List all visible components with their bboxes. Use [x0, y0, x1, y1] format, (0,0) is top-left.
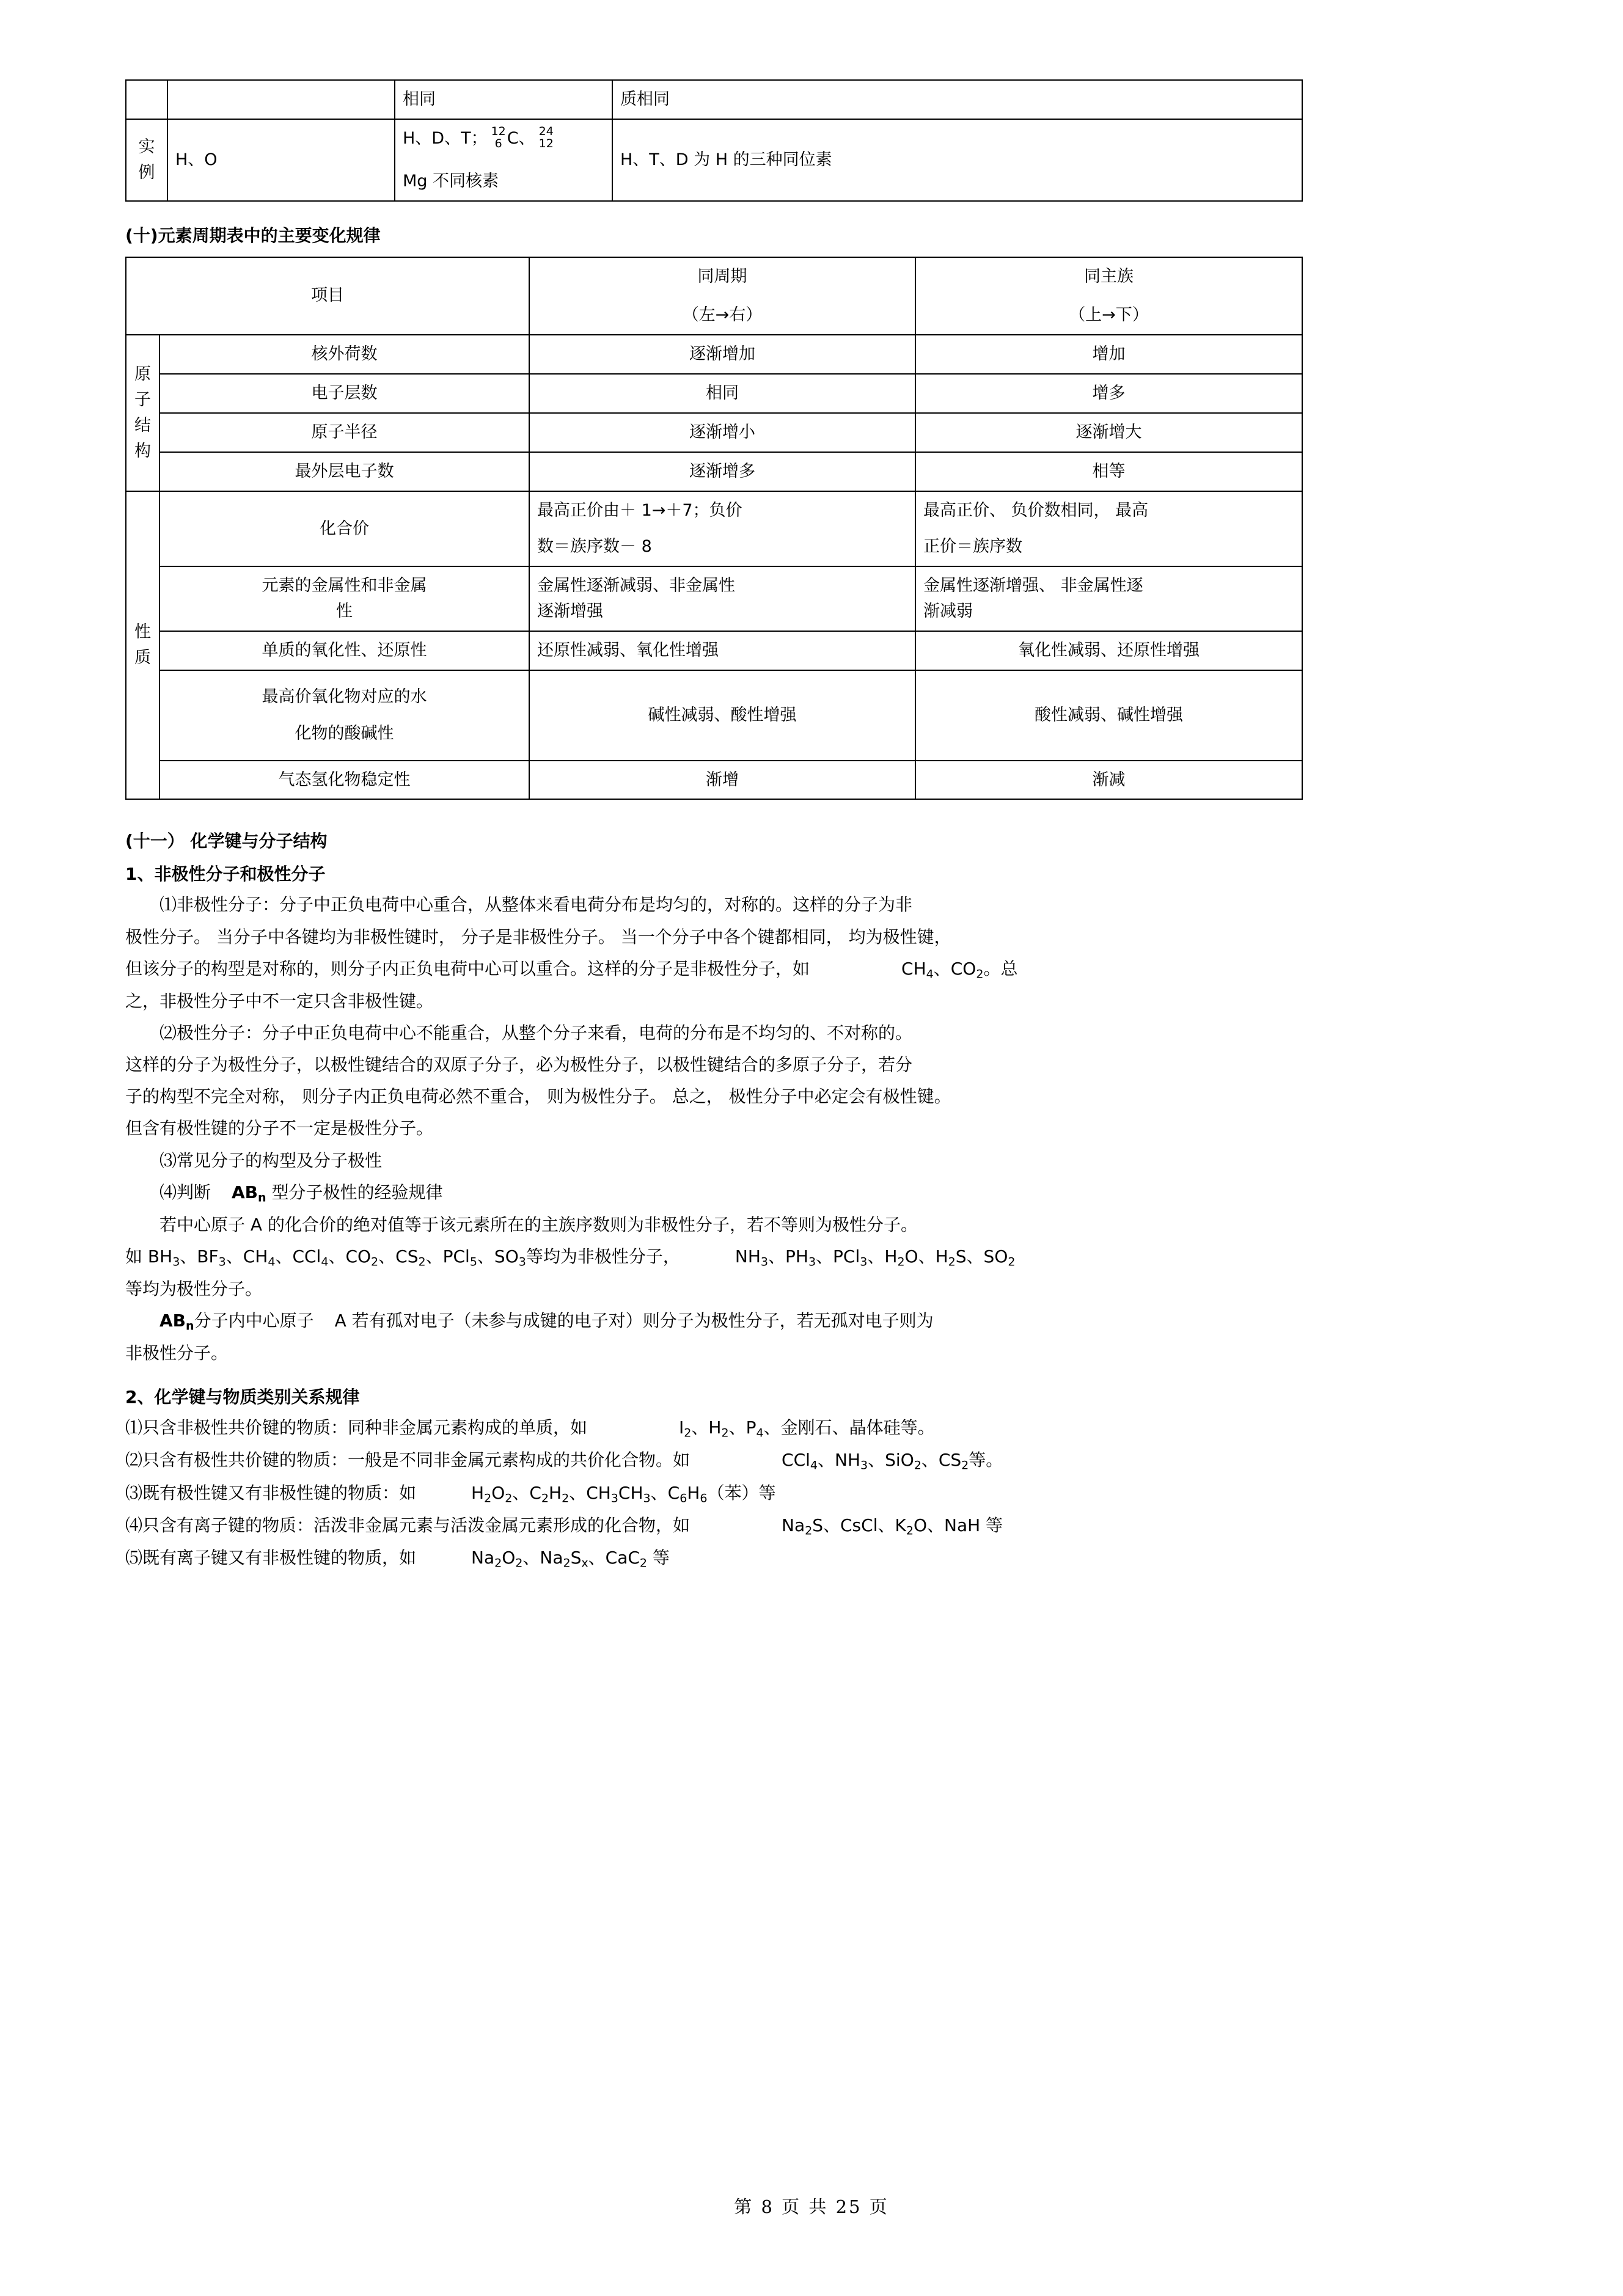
- table-row: [126, 335, 1302, 374]
- valence-period-l1: 最高正价由＋ 1→＋7；负价: [537, 500, 742, 520]
- valence-period-l2: 数＝族序数－ 8: [537, 537, 652, 557]
- nuclide-line-gap: [403, 152, 604, 169]
- nuclide-c-numbers: [491, 126, 506, 150]
- structure-char-4: 构: [134, 441, 151, 461]
- metallic-item-l1: 元素的金属性和非金属: [262, 576, 427, 596]
- table-row: [126, 631, 1302, 670]
- valence-group-l1: 最高正价、 负价数相同， 最高: [923, 500, 1149, 520]
- section-11-heading: (十一） 化学键与分子结构: [125, 831, 328, 852]
- isotope-cell-nuclides: [395, 119, 612, 201]
- table-row: [126, 670, 1302, 761]
- table-row: [126, 374, 1302, 413]
- table-row: [126, 566, 1302, 631]
- isotope-header-blank1: [126, 80, 167, 119]
- property-char-1: 性: [134, 623, 151, 642]
- list-item-text: ⑴只含非极性共价键的物质：同种非金属元素构成的单质，如: [125, 1417, 588, 1438]
- metallic-group-l1: 金属性逐渐增强、 非金属性逐: [923, 576, 1143, 596]
- list-item-formula: $Na_2O_2$、$Na_2S_x$、CaC$_2$ 等: [471, 1547, 670, 1570]
- trends-group-property: [126, 491, 159, 800]
- metallic-item-l2: 性: [336, 602, 353, 621]
- atomic-number-mg: 12: [538, 137, 554, 151]
- paragraph-common-shapes: ⑶常见分子的构型及分子极性: [159, 1150, 383, 1171]
- isotope-header-blank2: [167, 80, 395, 119]
- trends-item: 电子层数: [159, 374, 529, 413]
- metallic-group-l2: 渐减弱: [923, 602, 973, 621]
- group-label-line2: （上→下）: [1069, 305, 1149, 325]
- structure-char-2: 子: [134, 390, 151, 410]
- trends-item: 气态氢化物稳定性: [159, 761, 529, 800]
- nuclide-hdt: H、D、T；: [403, 128, 488, 148]
- paragraph-lone-pair: $AB_n$分子内中心原子 A 若有孤对电子（未参与成键的电子对）则分子为极性分子，若无孤对电子则为: [159, 1311, 934, 1333]
- paragraph-polar-b: 这样的分子为极性分子，以极性键结合的双原子分子，必为极性分子，以极性键结合的多原子分子，若分: [125, 1055, 913, 1075]
- list-item-text: ⑸既有离子键又有非极性键的物质，如: [125, 1547, 417, 1568]
- trends-item: 化合价: [159, 491, 529, 567]
- atomic-number-c: 6: [494, 137, 502, 151]
- trends-item: 核外荷数: [159, 335, 529, 374]
- trends-group-value: 相等: [915, 452, 1302, 491]
- list-item-text: ⑵只含有极性共价键的物质：一般是不同非金属元素构成的共价化合物。如: [125, 1450, 691, 1471]
- paragraph-lone-pair-tail: 非极性分子。: [125, 1343, 229, 1364]
- list-item: [125, 1479, 1305, 1508]
- paragraph-polar-a: ⑵极性分子：分子中正负电荷中心不能重合，从整个分子来看，电荷的分布是不均匀的、不对称的。: [159, 1022, 913, 1043]
- formula-list-polar: $NH_3$、$PH_3$、PCl$_3$、$H_2O$、$H_2S$、$SO_2$: [735, 1246, 1016, 1269]
- trends-group-structure: [126, 335, 159, 491]
- paragraph-nonpolar-c: [125, 954, 1305, 984]
- formula-list-nonpolar: $BH_3$、$BF_3$、$CH_4$、CCl$_4$、$CO_2$、$CS_2$、PCl$_5$、$SO_3$: [147, 1246, 526, 1269]
- paragraph-polar-d: 但含有极性键的分子不一定是极性分子。: [125, 1118, 434, 1139]
- trends-header-period: [529, 257, 915, 335]
- metallic-period-l2: 逐渐增强: [537, 602, 603, 621]
- trends-item: 原子半径: [159, 413, 529, 452]
- mass-number-mg: 24: [538, 125, 554, 139]
- trends-period-value: [529, 491, 915, 567]
- trends-item: [159, 566, 529, 631]
- trends-group-value: 氧化性减弱、还原性增强: [915, 631, 1302, 670]
- trends-group-value: [915, 566, 1302, 631]
- table-row: [126, 452, 1302, 491]
- trends-period-value: 渐增: [529, 761, 915, 800]
- table-row: [126, 119, 1302, 201]
- mass-number-c: 12: [491, 125, 506, 139]
- trends-group-value: 逐渐增大: [915, 413, 1302, 452]
- formula-abn-1: $AB_n$: [232, 1182, 266, 1204]
- trends-group-value: 增加: [915, 335, 1302, 374]
- paragraph-formula-tail: 等均为极性分子。: [125, 1278, 263, 1299]
- formula-examples-prefix: 如: [125, 1246, 143, 1267]
- formula-examples-mid: 等均为非极性分子，: [526, 1246, 680, 1267]
- paragraph-nonpolar-a: ⑴非极性分子：分子中正负电荷中心重合，从整体来看电荷分布是均匀的，对称的。这样的分子为非: [159, 894, 913, 915]
- metallic-period-l1: 金属性逐渐减弱、非金属性: [537, 576, 735, 596]
- group-label-line1: 同主族: [1084, 266, 1134, 286]
- trends-header-item: 项目: [126, 257, 529, 335]
- paragraph-nonpolar-c-tail: 。总: [983, 958, 1018, 979]
- period-label-line1: 同周期: [697, 266, 747, 286]
- trends-period-value: 逐渐增小: [529, 413, 915, 452]
- trends-period-value: 逐渐增加: [529, 335, 915, 374]
- nuclide-line-1: [403, 126, 604, 152]
- paragraph-nonpolar-b: 极性分子。 当分子中各键均为非极性键时， 分子是非极性分子。 当一个分子中各个键都相同， 均为极性键，: [125, 926, 951, 947]
- oxide-item-l2: 化物的酸碱性: [295, 723, 394, 743]
- isotope-cell-description: H、T、D 为 H 的三种同位素: [612, 119, 1302, 201]
- section-10-heading: (十)元素周期表中的主要变化规律: [125, 225, 381, 246]
- paragraph-nonpolar-c-text: 但该分子的构型是对称的，则分子内正负电荷中心可以重合。这样的分子是非极性分子，如: [125, 958, 810, 979]
- formula-abn-2: $AB_n$: [159, 1311, 194, 1333]
- paragraph-nonpolar-d: 之，非极性分子中不一定只含非极性键。: [125, 990, 434, 1011]
- table-row: [126, 491, 1302, 567]
- trends-item: 最外层电子数: [159, 452, 529, 491]
- list-item: [125, 1511, 1305, 1541]
- trends-period-value: 还原性减弱、氧化性增强: [529, 631, 915, 670]
- trends-group-value: 酸性减弱、碱性增强: [915, 670, 1302, 761]
- table-row: [126, 257, 1302, 335]
- isotope-header-same: 相同: [395, 80, 612, 119]
- list-item-formula: $Na_2S$、CsCl、$K_2O$、NaH 等: [782, 1515, 1003, 1537]
- paragraph-polar-c: 子的构型不完全对称， 则分子内正负电荷必然不重合， 则为极性分子。 总之， 极性分子中必定会有极性键。: [125, 1086, 951, 1107]
- paragraph-abn-valence: 若中心原子 A 的化合价的绝对值等于该元素所在的主族序数则为非极性分子，若不等则为极性分子。: [159, 1214, 918, 1235]
- structure-char-3: 结: [134, 415, 151, 435]
- list-item-text: ⑷只含有离子键的物质：活泼非金属元素与活泼金属元素形成的化合物，如: [125, 1515, 691, 1535]
- list-item-formula: $H_2O_2$、$C_2H_2$、$CH_3CH_3$、$C_6H_6$（苯）等: [471, 1482, 776, 1505]
- paragraph-formula-examples: [125, 1242, 1305, 1272]
- list-item-formula: $I_2$、$H_2$、$P_4$、金刚石、晶体硅等。: [679, 1417, 935, 1440]
- page-footer: 第 8 页 共 25 页: [734, 2196, 889, 2217]
- trends-period-value: 碱性减弱、酸性增强: [529, 670, 915, 761]
- trends-header-group: [915, 257, 1302, 335]
- page-content: [125, 79, 1305, 1576]
- list-item: [125, 1446, 1305, 1475]
- valence-group-l2: 正价＝族序数: [923, 537, 1022, 557]
- section-11-sub2-heading: 2、化学键与物质类别关系规律: [125, 1387, 360, 1408]
- nuclide-mg-numbers: [539, 126, 554, 150]
- list-item: [125, 1413, 1305, 1443]
- section-11-sub1-heading: 1、非极性分子和极性分子: [125, 864, 326, 885]
- periodic-trends-table: [125, 257, 1303, 800]
- trends-item: [159, 670, 529, 761]
- paragraph-abn-rule: ⑷判断 $AB_n$ 型分子极性的经验规律: [159, 1182, 443, 1204]
- period-label-line2: （左→右）: [682, 305, 763, 325]
- structure-char-1: 原: [134, 365, 151, 384]
- trends-group-value: 增多: [915, 374, 1302, 413]
- list-item-text: ⑶既有极性键又有非极性键的物质：如: [125, 1482, 417, 1503]
- trends-group-value: [915, 491, 1302, 567]
- formula-ch4-co2: $CH_4$、$CO_2$: [901, 958, 984, 981]
- trends-period-value: 逐渐增多: [529, 452, 915, 491]
- trends-period-value: [529, 566, 915, 631]
- isotope-cell-elements: H、O: [167, 119, 395, 201]
- list-item-formula: CCl$_4$、$NH_3$、SiO$_2$、$CS_2$等。: [782, 1450, 1003, 1472]
- trends-period-value: 相同: [529, 374, 915, 413]
- list-item: [125, 1543, 1305, 1573]
- isotope-example-table: [125, 79, 1303, 202]
- oxide-item-l1: 最高价氧化物对应的水: [262, 687, 427, 706]
- property-char-2: 质: [134, 648, 151, 667]
- table-row: [126, 80, 1302, 119]
- trends-item: 单质的氧化性、还原性: [159, 631, 529, 670]
- trends-group-value: 渐减: [915, 761, 1302, 800]
- isotope-header-mass-same: 质相同: [612, 80, 1302, 119]
- nuclide-c-symbol: C、: [507, 128, 535, 148]
- label-char-2: 例: [138, 163, 155, 182]
- label-char-1: 实: [138, 137, 155, 156]
- table-row: [126, 761, 1302, 800]
- table-row: [126, 413, 1302, 452]
- nuclide-line-2: Mg 不同核素: [403, 171, 499, 191]
- isotope-row-label: [126, 119, 167, 201]
